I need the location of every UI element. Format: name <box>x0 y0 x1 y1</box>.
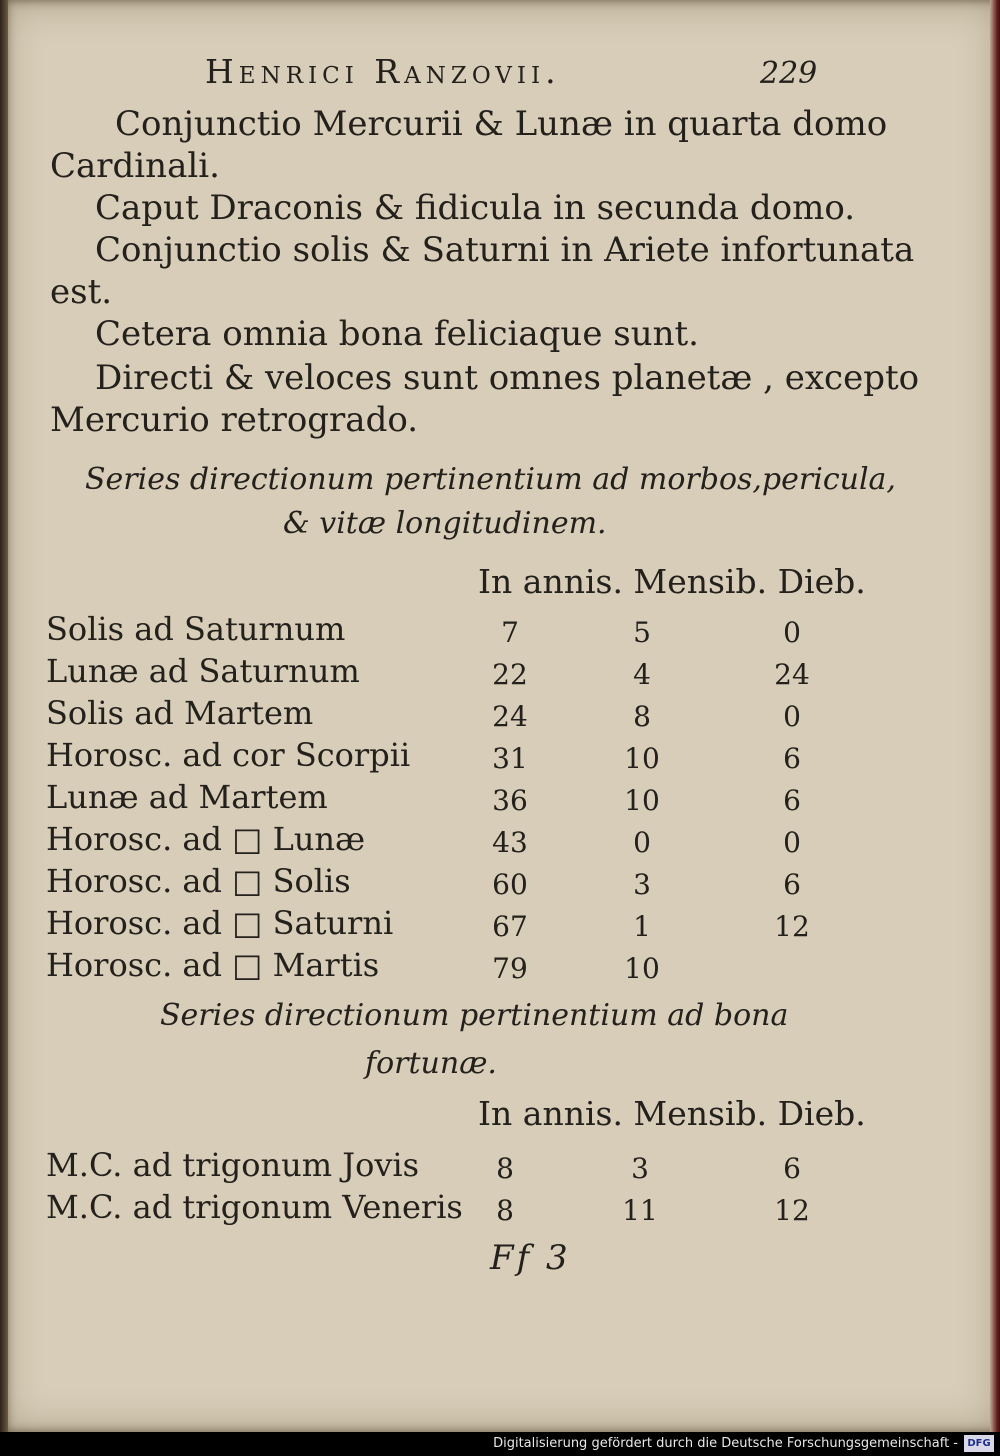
table-cell-years: 60 <box>492 868 528 901</box>
table-cell-months: 11 <box>622 1194 658 1227</box>
paragraph-line: Cardinali. <box>50 146 220 186</box>
dfg-logo-icon: DFG <box>964 1435 994 1452</box>
table-cell-days: 6 <box>783 742 801 775</box>
table-cell-days: 24 <box>774 658 810 691</box>
table-row-label: Lunæ ad Martem <box>46 778 328 816</box>
table-cell-days: 12 <box>774 910 810 943</box>
table-row-label: M.C. ad trigonum Veneris <box>46 1188 463 1226</box>
digitization-note: Digitalisierung gefördert durch die Deutsche Forschungsgemeinschaft - <box>493 1436 958 1451</box>
paragraph-line: Directi & veloces sunt omnes planetæ , excepto <box>95 358 920 398</box>
table-cell-years: 24 <box>492 700 528 733</box>
table-cell-years: 7 <box>501 616 519 649</box>
table-cell-months: 5 <box>633 616 651 649</box>
paragraph-line: est. <box>50 272 113 312</box>
table1-heading-line2: & vitæ longitudinem. <box>283 506 607 541</box>
table-row-label: Lunæ ad Saturnum <box>46 652 360 690</box>
table-cell-days: 6 <box>783 784 801 817</box>
running-head: Henrici Ranzovii. <box>205 52 561 91</box>
table-cell-months: 4 <box>633 658 651 691</box>
table-cell-months: 1 <box>633 910 651 943</box>
page-fore-edge <box>990 0 1000 1432</box>
table-cell-months: 8 <box>633 700 651 733</box>
table-cell-years: 8 <box>496 1152 514 1185</box>
table-cell-years: 67 <box>492 910 528 943</box>
table-cell-days: 0 <box>783 700 801 733</box>
paragraph-line: Mercurio retrogrado. <box>50 400 419 440</box>
page-number: 229 <box>760 56 818 91</box>
table-cell-months: 10 <box>624 742 660 775</box>
table-cell-months: 0 <box>633 826 651 859</box>
table-row-label: Horosc. ad □ Solis <box>46 862 351 900</box>
table-row-label: Horosc. ad □ Saturni <box>46 904 394 942</box>
signature-mark: Ff 3 <box>490 1238 571 1278</box>
table-cell-days: 0 <box>783 616 801 649</box>
table-row-label: M.C. ad trigonum Jovis <box>46 1146 420 1184</box>
table-cell-years: 22 <box>492 658 528 691</box>
table1-heading-line1: Series directionum pertinentium ad morbos,pericula, <box>85 462 896 497</box>
table2-column-header: In annis. Mensib. Dieb. <box>478 1094 866 1133</box>
paragraph-line: Conjunctio Mercurii & Lunæ in quarta domo <box>115 104 888 144</box>
table-cell-days: 0 <box>783 826 801 859</box>
table2-heading-line2: fortunæ. <box>365 1046 497 1081</box>
paragraph-line: Cetera omnia bona feliciaque sunt. <box>95 314 699 354</box>
paragraph-line: Caput Draconis & fidicula in secunda domo. <box>95 188 856 228</box>
table-cell-days: 6 <box>783 868 801 901</box>
table-cell-months: 10 <box>624 784 660 817</box>
table-cell-days: 12 <box>774 1194 810 1227</box>
table-cell-years: 8 <box>496 1194 514 1227</box>
page-spine-edge <box>0 0 8 1432</box>
table-row-label: Solis ad Martem <box>46 694 314 732</box>
paragraph-line: Conjunctio solis & Saturni in Ariete infortunata <box>95 230 915 270</box>
table-row-label: Horosc. ad □ Lunæ <box>46 820 366 858</box>
table-cell-months: 3 <box>631 1152 649 1185</box>
table-cell-months: 3 <box>633 868 651 901</box>
table-cell-months: 10 <box>624 952 660 985</box>
table-row-label: Horosc. ad □ Martis <box>46 946 380 984</box>
table-cell-years: 31 <box>492 742 528 775</box>
table-cell-years: 43 <box>492 826 528 859</box>
table2-heading-line1: Series directionum pertinentium ad bona <box>160 998 789 1033</box>
table-cell-days: 6 <box>783 1152 801 1185</box>
table-row-label: Solis ad Saturnum <box>46 610 346 648</box>
table-row-label: Horosc. ad cor Scorpii <box>46 736 411 774</box>
table-cell-years: 36 <box>492 784 528 817</box>
table1-column-header: In annis. Mensib. Dieb. <box>478 562 866 601</box>
table-cell-years: 79 <box>492 952 528 985</box>
